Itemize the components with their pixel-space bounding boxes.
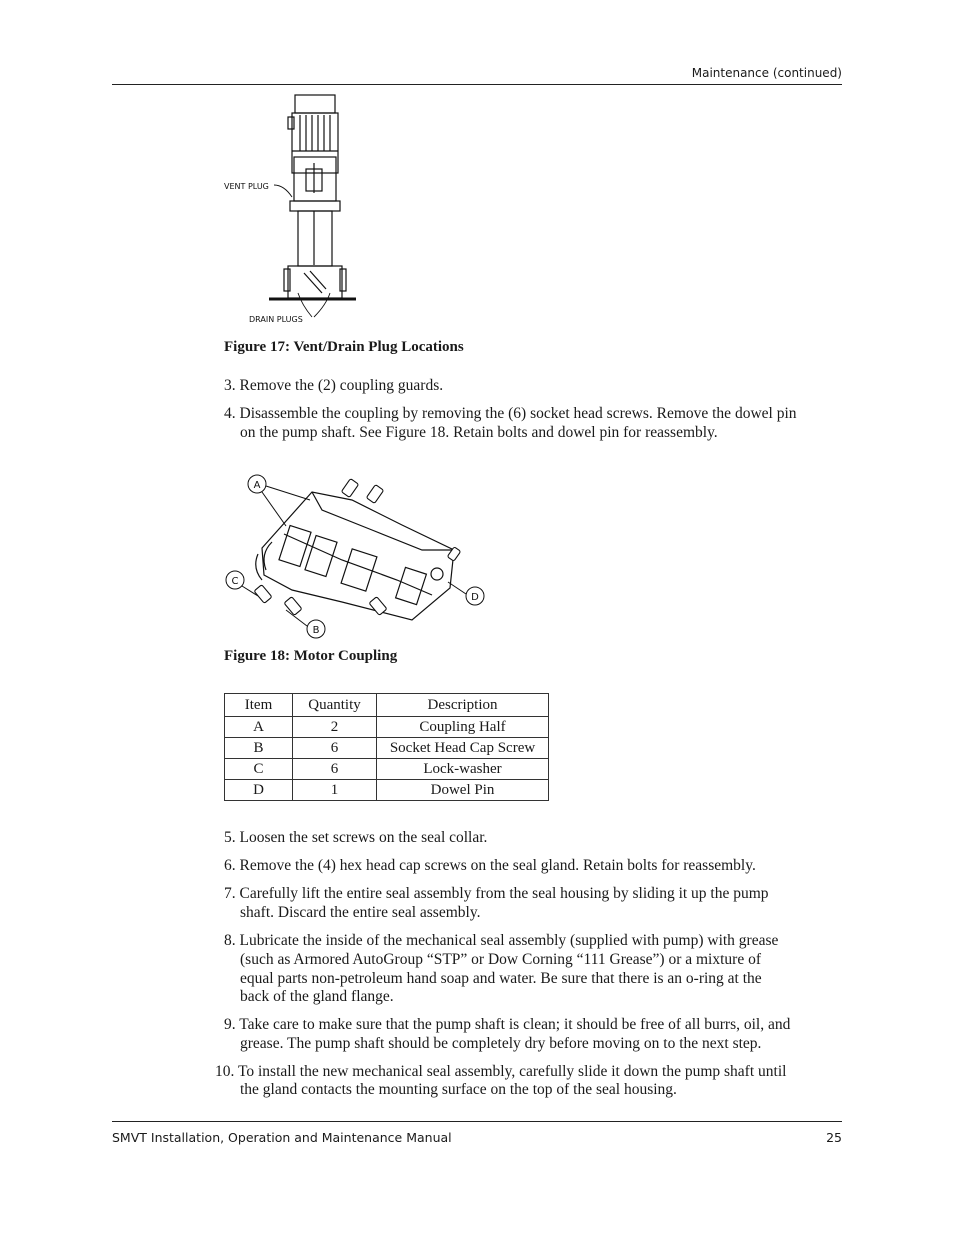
col-item-header: Item xyxy=(225,694,293,717)
step-text: Lubricate the inside of the mechanical seal assembly (supplied with pump) with grease xyxy=(239,932,779,949)
vent-plug-label: VENT PLUG xyxy=(224,182,269,191)
step-9-line-2: grease. The pump shaft should be completely dry before moving on to the next step. xyxy=(240,1035,762,1052)
table-row xyxy=(225,738,549,759)
callout-d-label: D xyxy=(471,592,479,603)
cell-item: C xyxy=(225,759,293,780)
step-8-line-3: equal parts non-petroleum hand soap and water. Be sure that there is an o-ring at the xyxy=(240,970,762,987)
step-text: Take care to make sure that the pump shaft is clean; it should be free of all burrs, oil, and xyxy=(239,1016,791,1033)
callout-c-label: C xyxy=(231,576,239,587)
cell-description: Socket Head Cap Screw xyxy=(377,738,549,759)
figure-17-caption: Figure 17: Vent/Drain Plug Locations xyxy=(224,339,464,355)
running-header: Maintenance (continued) xyxy=(691,66,842,80)
cell-item: D xyxy=(225,780,293,801)
cell-item: B xyxy=(225,738,293,759)
parts-table xyxy=(224,693,549,801)
step-text: Remove the (4) hex head cap screws on the seal gland. Retain bolts for reassembly. xyxy=(239,857,756,874)
table-header-row xyxy=(225,694,549,717)
table-row xyxy=(225,759,549,780)
step-text: Remove the (2) coupling guards. xyxy=(239,377,444,394)
footer-page-number: 25 xyxy=(826,1130,842,1145)
step-number: 10. xyxy=(215,1063,235,1080)
step-8-line-4: back of the gland flange. xyxy=(240,988,394,1005)
figure-18-coupling-diagram xyxy=(222,470,492,642)
step-4-line-2: on the pump shaft. See Figure 18. Retain bolts and dowel pin for reassembly. xyxy=(240,424,718,441)
cell-quantity: 6 xyxy=(293,759,377,780)
cell-description: Coupling Half xyxy=(377,717,549,738)
col-description-header: Description xyxy=(377,694,549,717)
step-3 xyxy=(224,377,443,396)
cell-quantity: 1 xyxy=(293,780,377,801)
callout-a-label: A xyxy=(253,480,261,491)
cell-item: A xyxy=(225,717,293,738)
drain-plugs-label: DRAIN PLUGS xyxy=(249,315,303,324)
cell-quantity: 2 xyxy=(293,717,377,738)
table-row xyxy=(225,780,549,801)
step-5 xyxy=(224,829,487,848)
col-quantity-header: Quantity xyxy=(293,694,377,717)
footer-rule xyxy=(112,1121,842,1122)
step-7-line-1 xyxy=(224,885,769,904)
step-4-line-1 xyxy=(224,405,797,424)
step-6 xyxy=(224,857,756,876)
step-number: 6. xyxy=(224,857,236,874)
step-8-line-2: (such as Armored AutoGroup “STP” or Dow Corning “111 Grease”) or a mixture of xyxy=(240,951,761,968)
step-8-line-1 xyxy=(224,932,778,951)
step-number: 3. xyxy=(224,377,236,394)
step-text: To install the new mechanical seal assembly, carefully slide it down the pump shaft until xyxy=(237,1063,787,1080)
step-10-line-2: the gland contacts the mounting surface on the top of the seal housing. xyxy=(240,1081,677,1098)
figure-17-pump-diagram xyxy=(222,93,362,328)
callout-b-label: B xyxy=(312,625,320,636)
figure-18-caption: Figure 18: Motor Coupling xyxy=(224,648,398,664)
header-rule xyxy=(112,84,842,85)
step-number: 5. xyxy=(224,829,236,846)
step-text: Carefully lift the entire seal assembly from the seal housing by sliding it up the pump xyxy=(239,885,769,902)
step-text: Disassemble the coupling by removing the (6) socket head screws. Remove the dowel pin xyxy=(239,405,797,422)
step-number: 7. xyxy=(224,885,236,902)
step-9-line-1 xyxy=(224,1016,790,1035)
step-number: 4. xyxy=(224,405,236,422)
cell-description: Lock-washer xyxy=(377,759,549,780)
step-number: 9. xyxy=(224,1016,236,1033)
step-text: Loosen the set screws on the seal collar. xyxy=(239,829,488,846)
table-row xyxy=(225,717,549,738)
cell-quantity: 6 xyxy=(293,738,377,759)
footer-manual-title: SMVT Installation, Operation and Maintenance Manual xyxy=(112,1130,452,1145)
step-7-line-2: shaft. Discard the entire seal assembly. xyxy=(240,904,481,921)
step-10-line-1 xyxy=(215,1063,786,1082)
cell-description: Dowel Pin xyxy=(377,780,549,801)
step-number: 8. xyxy=(224,932,236,949)
